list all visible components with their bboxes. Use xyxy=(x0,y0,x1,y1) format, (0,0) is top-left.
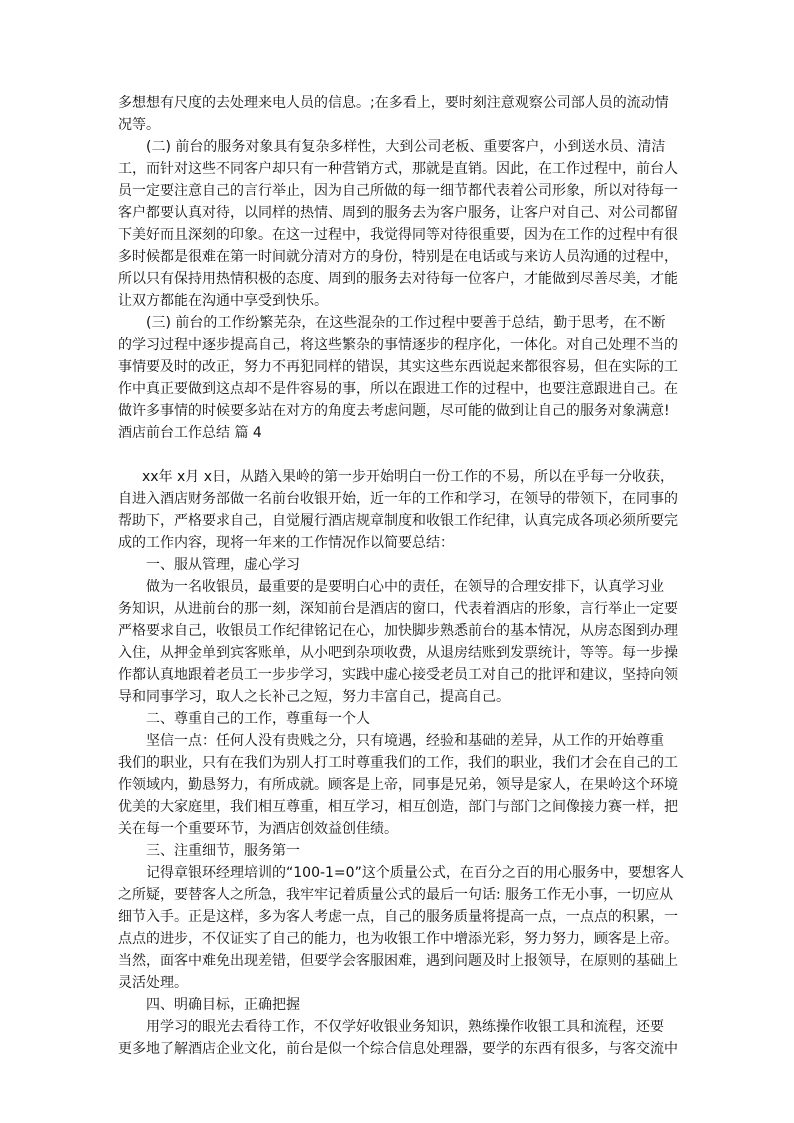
text-line: 多时候都是很难在第一时间就分清对方的身份，特别是在电话或与来访人员沟通的过程中， xyxy=(118,249,678,265)
text-line: 点点的进步，不仅证实了自己的能力，也为收银工作中增添光彩，努力努力，顾客是上帝。 xyxy=(118,931,678,947)
text-line: 作领域内，勤恳努力，有所成就。顾客是上帝，同事是兄弟，领导是家人，在果岭这个环境 xyxy=(118,777,678,793)
text-line: 做为一名收银员，最重要的是要明白心中的责任，在领导的合理安排下，认真学习业 xyxy=(146,579,664,595)
text-line: 员一定要注意自己的言行举止，因为自己所做的每一细节都代表着公司形象，所以对待每一 xyxy=(118,183,678,199)
text-line: 作中真正要做到这点却不是件容易的事，所以在跟进工作的过程中，也要注意跟进自己。在 xyxy=(118,381,678,397)
blank-line xyxy=(118,444,678,466)
text-line: 自进入酒店财务部做一名前台收银开始，近一年的工作和学习，在领导的带领下，在同事的 xyxy=(118,491,678,507)
text-line: 更多地了解酒店企业文化，前台是似一个综合信息处理器，要学的东西有很多，与客交流中 xyxy=(118,1041,678,1057)
section-front-desk xyxy=(118,92,678,444)
text-line: 事情要及时的改正，努力不再犯同样的错误，其实这些东西说起来都很容易，但在实际的工 xyxy=(118,359,678,375)
section-title: 酒店前台工作总结 篇 4 xyxy=(118,425,262,441)
text-line: 记得章银环经理培训的“100-1=0”这个质量公式，在百分之百的用心服务中，要想客人 xyxy=(146,865,684,881)
text-line: 做许多事情的时候要多站在对方的角度去考虑问题，尽可能的做到让自己的服务对象满意! xyxy=(118,403,670,419)
text-line: 下美好而且深刻的印象。在这一过程中，我觉得同等对待很重要，因为在工作的过程中有很 xyxy=(118,227,678,243)
text-line: 让双方都能在沟通中享受到快乐。 xyxy=(118,293,328,309)
subheading: 三、注重细节，服务第一 xyxy=(146,843,300,859)
text-line: 灵活处理。 xyxy=(118,975,188,991)
text-line: (三) 前台的工作纷繁芜杂，在这些混杂的工作过程中要善于总结，勤于思考，在不断 xyxy=(146,315,666,331)
text-line: 成的工作内容，现将一年来的工作情况作以简要总结： xyxy=(118,535,454,551)
text-line: 当然，面客中难免出现差错，但要学会客服困难，遇到问题及时上报领导，在原则的基础上 xyxy=(118,953,678,969)
text-line: 用学习的眼光去看待工作，不仅学好收银业务知识，熟练操作收银工具和流程，还要 xyxy=(146,1019,664,1035)
text-line: 作都认真地跟着老员工一步步学习，实践中虚心接受老员工对自己的批评和建议，坚持向领 xyxy=(118,667,678,683)
text-line: 务知识，从进前台的那一刻，深知前台是酒店的窗口，代表着酒店的形象，言行举止一定要 xyxy=(118,601,678,617)
subheading: 四、明确目标，正确把握 xyxy=(146,997,300,1013)
text-line: 我们的职业，只有在我们为别人打工时尊重我们的工作，我们的职业，我们才会在自己的工 xyxy=(118,755,678,771)
section-cashier-summary xyxy=(118,466,684,1060)
text-line: 多想想有尺度的去处理来电人员的信息。;在多看上，要时刻注意观察公司部人员的流动情 xyxy=(118,95,669,111)
text-line: xx年 x月 x日，从踏入果岭的第一步开始明白一份工作的不易，所以在乎每一分收获， xyxy=(142,469,675,485)
text-line: 细节入手。正是这样，多为客人考虑一点，自己的服务质量将提高一点，一点点的积累，一 xyxy=(118,909,678,925)
text-line: 严格要求自己，收银员工作纪律铭记在心，加快脚步熟悉前台的基本情况，从房态图到办理 xyxy=(118,623,678,639)
text-line: (二) 前台的服务对象具有复杂多样性，大到公司老板、重要客户，小到送水员、清洁 xyxy=(146,139,666,155)
text-line: 况等。 xyxy=(118,117,160,133)
subheading: 一、服从管理，虚心学习 xyxy=(146,557,300,573)
text-line: 所以只有保持用热情积极的态度、周到的服务去对待每一位客户，才能做到尽善尽美，才能 xyxy=(118,271,678,287)
text-line: 优美的大家庭里，我们相互尊重，相互学习，相互创造，部门与部门之间像接力赛一样，把 xyxy=(118,799,678,815)
text-line: 帮助下，严格要求自己，自觉履行酒店规章制度和收银工作纪律，认真完成各项必须所要完 xyxy=(118,513,678,529)
document-page xyxy=(118,92,684,1060)
text-line: 客户都要认真对待，以同样的热情、周到的服务去为客户服务，让客户对自己、对公司都留 xyxy=(118,205,678,221)
text-line: 的学习过程中逐步提高自己，将这些繁杂的事情逐步的程序化，一体化。对自己处理不当的 xyxy=(118,337,678,353)
text-line: 关在每一个重要环节，为酒店创效益创佳绩。 xyxy=(118,821,398,837)
text-line: 入住，从押金单到宾客账单，从小吧到杂项收费，从退房结账到发票统计，等等。每一步操 xyxy=(118,645,678,661)
text-line: 导和同事学习，取人之长补己之短，努力丰富自己，提高自己。 xyxy=(118,689,510,705)
text-line: 坚信一点：任何人没有贵贱之分，只有境遇，经验和基础的差异，从工作的开始尊重 xyxy=(146,733,664,749)
text-line: 之所疑，要替客人之所急，我牢牢记着质量公式的最后一句话: 服务工作无小事，一切应从 xyxy=(118,887,674,903)
text-line: 工，而针对这些不同客户却只有一种营销方式，那就是直销。因此，在工作过程中，前台人 xyxy=(118,161,678,177)
subheading: 二、尊重自己的工作，尊重每一个人 xyxy=(146,711,370,727)
